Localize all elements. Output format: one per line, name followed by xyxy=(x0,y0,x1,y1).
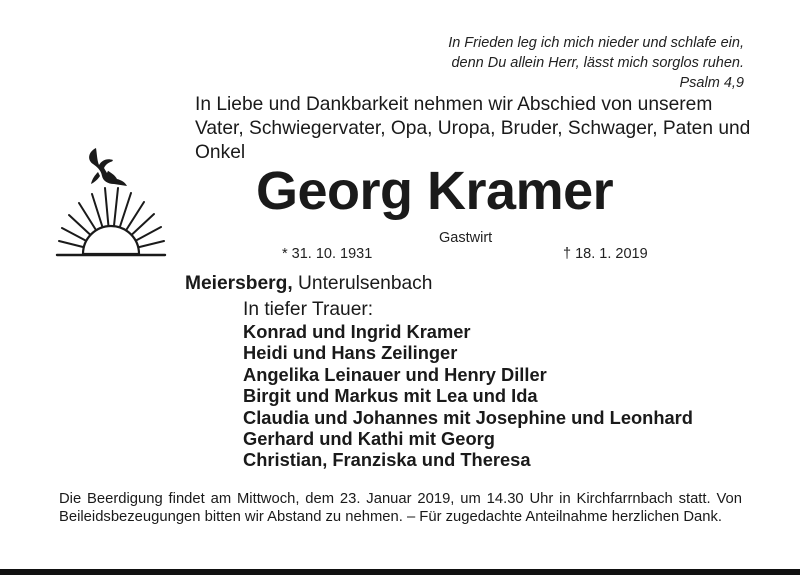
sun-icon xyxy=(83,226,139,254)
place-of-residence xyxy=(185,272,432,296)
quote-reference: Psalm 4,9 xyxy=(679,75,744,91)
mourner-name: Birgit und Markus mit Lea und Ida xyxy=(243,385,538,407)
quote-line: In Frieden leg ich mich nieder und schlafe ein, xyxy=(448,35,744,51)
place-main: Meiersberg, xyxy=(185,273,293,294)
dove-icon xyxy=(89,148,127,186)
mourner-name: Angelika Leinauer und Henry Diller xyxy=(243,363,547,385)
mourner-name: Christian, Franziska und Theresa xyxy=(243,449,531,471)
mourner-name: Heidi und Hans Zeilinger xyxy=(243,342,458,364)
psalm-quote xyxy=(344,33,744,93)
mourners-list xyxy=(243,299,783,471)
mourner-name: Gerhard und Kathi mit Georg xyxy=(243,428,495,450)
farewell-intro: In Liebe und Dankbarkeit nehmen wir Abschied von unserem Vater, Schwiegervater, Opa, Uropa, Bruder, Schwager, Paten und Onkel xyxy=(195,94,751,163)
mourner-name: Konrad und Ingrid Kramer xyxy=(243,321,471,342)
deceased-name: Georg Kramer xyxy=(256,161,614,221)
bottom-rule xyxy=(0,569,800,575)
occupation: Gastwirt xyxy=(439,230,493,246)
dove-sunrise-icon xyxy=(55,140,167,266)
funeral-information: Die Beerdigung findet am Mittwoch, dem 23. Januar 2019, um 14.30 Uhr in Kirchfarrnbach statt. Von Beileidsbezeugungen bitten wir Abstand zu nehmen. – Für zugedachte Anteilnahme herzlichen Dank. xyxy=(59,491,742,525)
birth-date: * 31. 10. 1931 xyxy=(282,246,373,262)
place-sub: Unterulsenbach xyxy=(292,273,433,294)
quote-line: denn Du allein Herr, lässt mich sorglos ruhen. xyxy=(451,55,744,71)
mourners-heading: In tiefer Trauer: xyxy=(243,299,374,320)
death-date: † 18. 1. 2019 xyxy=(563,246,648,262)
mourner-name: Claudia und Johannes mit Josephine und Leonhard xyxy=(243,406,693,428)
